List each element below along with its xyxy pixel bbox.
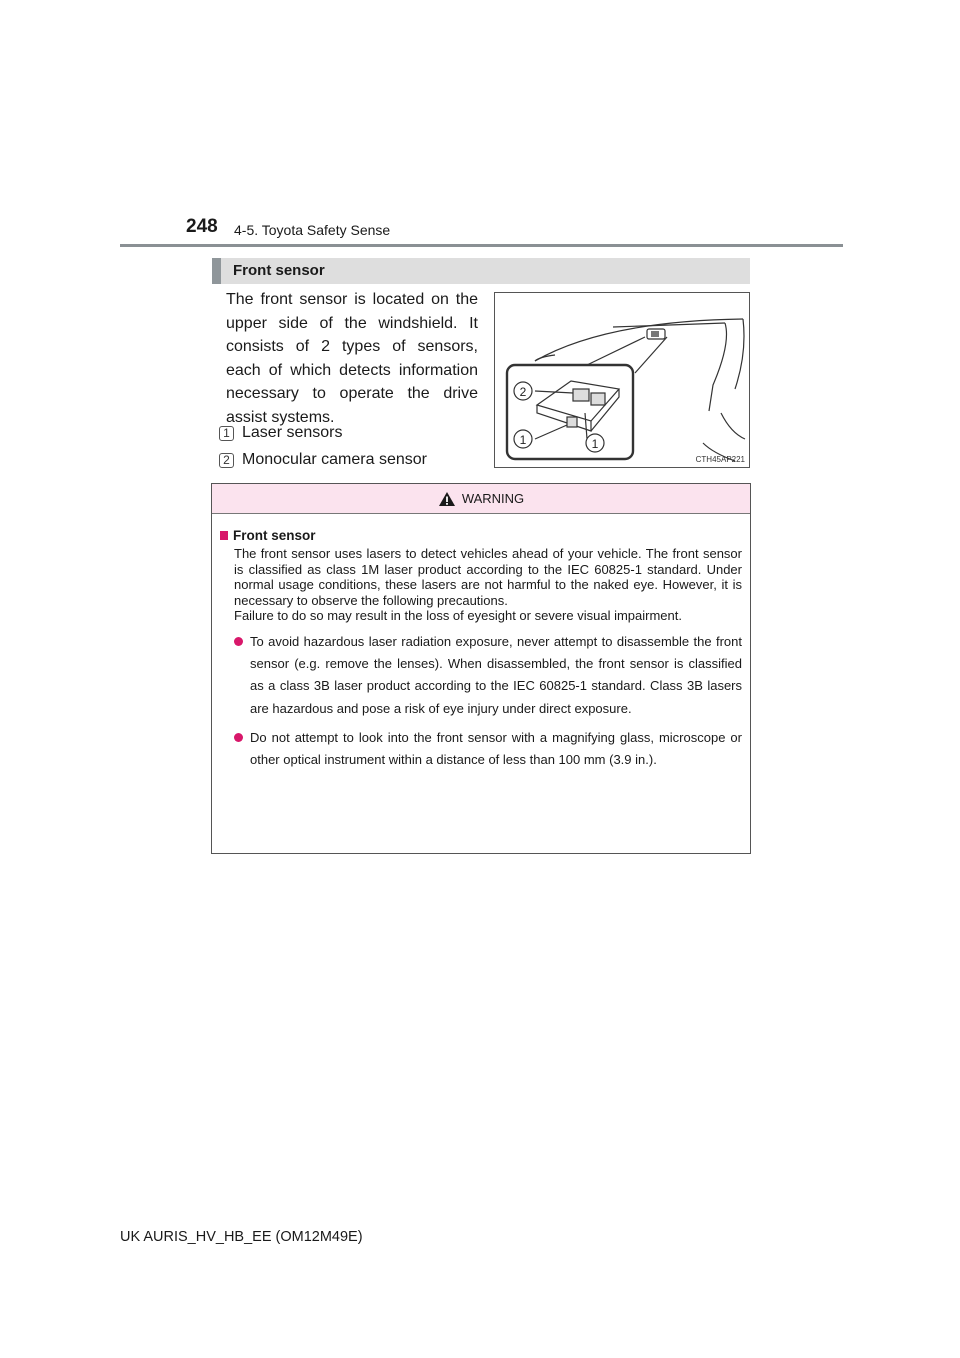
round-bullet-icon <box>234 733 243 742</box>
number-badge-2: 2 <box>219 453 234 468</box>
warning-paragraph-2: Failure to do so may result in the loss of eyesight or severe visual impairment. <box>234 608 682 624</box>
callout-1a: 1 <box>519 433 527 447</box>
number-badge-1: 1 <box>219 426 234 441</box>
intro-text: The front sensor is located on the upper side of the windshield. It consists of 2 types of sensors, each of which detects information necessary to operate the drive assist systems. <box>226 291 478 426</box>
warning-bullet-text-2: Do not attempt to look into the front sensor with a magnifying glass, microscope or other optical instrument within a distance of less than 100 mm (3.9 in.). <box>250 729 742 767</box>
warning-subheading <box>220 528 742 543</box>
square-bullet-icon <box>220 531 228 540</box>
callout-1b: 1 <box>591 437 599 451</box>
warning-bullet-text-1: To avoid hazardous laser radiation exposure, never attempt to disassemble the front sensor (e.g. remove the lenses). When disassembled, the front sensor is classified as a class 3B laser product according to the IEC 60825-1 standard. Class 3B lasers are hazardous and pose a risk of eye injury under direct exposure. <box>250 633 742 716</box>
legend-label-2: Monocular camera sensor <box>242 451 427 468</box>
warning-paragraph: The front sensor uses lasers to detect vehicles ahead of your vehicle. The front sensor is classified as class 1M laser product according to the IEC 60825-1 standard. Under normal usage conditions, these lasers are not harmful to the naked eye. However, it is necessary to observe the following precautions. <box>234 546 742 608</box>
callout-2: 2 <box>519 385 527 399</box>
legend-item-2 <box>219 451 427 469</box>
header-rule <box>120 244 843 247</box>
page-number: 248 <box>186 216 218 237</box>
footer-model-code: UK AURIS_HV_HB_EE (OM12M49E) <box>120 1229 363 1245</box>
warning-bullet-1 <box>234 631 742 720</box>
warning-title: WARNING <box>461 491 525 506</box>
round-bullet-icon <box>234 637 243 646</box>
section-title: 4-5. Toyota Safety Sense <box>234 222 391 238</box>
warning-box <box>211 483 751 854</box>
windshield-sensor-illustration <box>495 293 751 469</box>
warning-triangle-icon <box>438 491 456 507</box>
legend-label-1: Laser sensors <box>242 424 343 441</box>
warning-bullet-2 <box>234 727 742 771</box>
legend-item-1 <box>219 424 343 442</box>
section-heading-bar <box>212 258 750 284</box>
warning-body <box>212 514 750 771</box>
warning-subheading-text: Front sensor <box>233 528 316 543</box>
figure-code: CTH45AP221 <box>695 455 745 464</box>
warning-header <box>212 484 750 514</box>
sensor-figure <box>494 292 750 468</box>
section-heading: Front sensor <box>233 262 325 279</box>
